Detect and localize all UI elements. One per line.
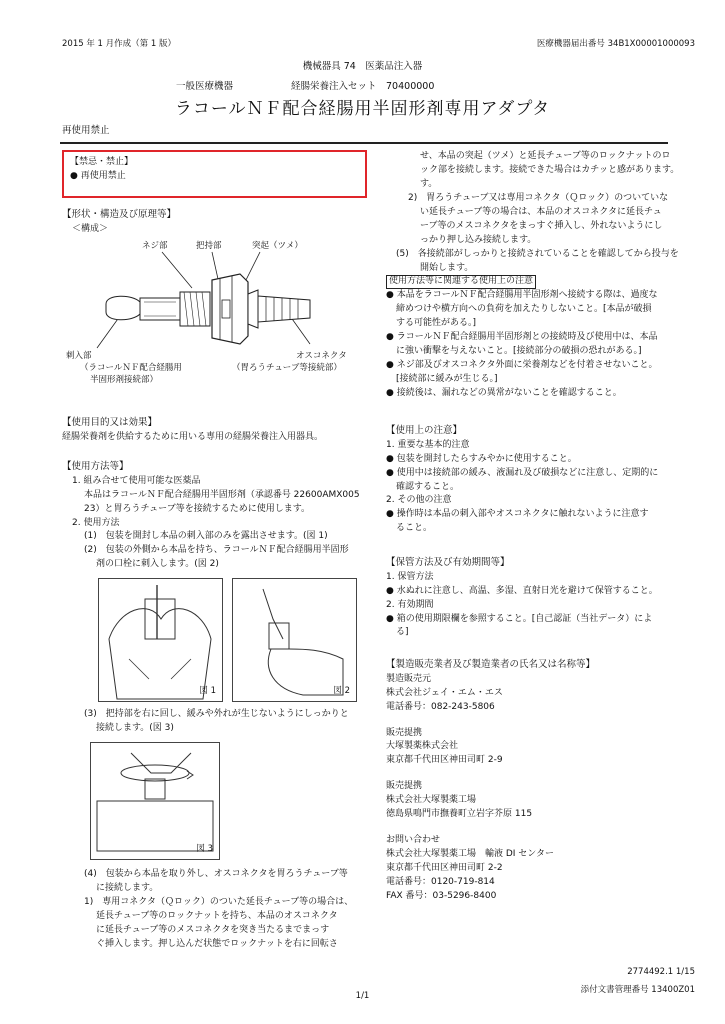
- figure-3-illustration: [91, 743, 219, 859]
- caution-cu2: ● 包装を開封したらすみやかに使用すること。: [386, 453, 577, 464]
- caution-cu5b: ること。: [396, 523, 433, 534]
- device-category: 機械器具 74 医薬品注入器: [302, 61, 423, 72]
- method-l4: 2. 使用方法: [72, 517, 120, 528]
- reuse-prohibited: 再使用禁止: [62, 125, 110, 136]
- figure-2-label: 図 2: [333, 685, 350, 696]
- storage-heading: 【保管方法及び有効期間等】: [386, 557, 510, 568]
- right-r1b: 締めつけや横方向への負荷を加えたりしないこと。[本品が破損: [396, 304, 652, 315]
- storage-st3: 2. 有効期間: [386, 599, 434, 610]
- generic-name: 経腸栄養注入セット 70400000: [291, 81, 435, 92]
- maker-m4: 販売提携: [386, 727, 423, 738]
- right-c4c: ーブ等のメスコネクタをまっすぐ挿入し、外れないようにし: [420, 220, 663, 231]
- figure-1: [98, 578, 223, 702]
- right-c4a: 2) 胃ろうチューブ又は専用コネクタ（Ｑロック）のついていな: [408, 192, 669, 203]
- contraindication-box: [62, 150, 367, 198]
- right-r3b: [接続部に緩みが生じる。]: [396, 374, 498, 384]
- right-c2: ック部を接続します。接続できた場合はカチッと感があります。: [420, 164, 680, 175]
- document-number: 添付文書管理番号 13400Z01: [580, 985, 695, 995]
- device-class: 一般医療機器: [176, 81, 234, 92]
- maker-m3: 電話番号：082-243-5806: [386, 701, 495, 712]
- storage-st1: 1. 保管方法: [386, 571, 434, 582]
- label-piercing-note1: （ラコールＮＦ配合経腸用: [80, 363, 182, 373]
- purpose-heading: 【使用目的又は効果】: [62, 417, 158, 428]
- notification-number: 医療機器届出番号 34B1X00001000093: [536, 39, 695, 49]
- contraindication-heading: 【禁忌・禁止】: [70, 157, 134, 167]
- method-s4-1b: 延長チューブ等のロックナットを持ち、本品のオスコネクタ: [96, 910, 338, 921]
- method-l2: 本品はラコールＮＦ配合経腸用半固形剤（承認番号 22600AMX005: [84, 489, 360, 500]
- caution-section: [386, 424, 686, 536]
- maker-m8: 株式会社大塚製薬工場: [386, 795, 477, 806]
- caution-cu1: 1. 重要な基本的注意: [386, 439, 470, 450]
- method-heading: 【使用方法等】: [62, 461, 129, 472]
- maker-m12: 東京都千代田区神田司町 2-2: [386, 863, 503, 874]
- right-r2b: に強い衝撃を与えないこと。[接続部分の破損の恐れがある。]: [396, 346, 642, 357]
- maker-m14: FAX 番号：03-5296-8400: [386, 890, 497, 901]
- document-code: 2774492.1 1/15: [627, 967, 695, 977]
- method-s2b: 剤の口栓に刺入します。(図 2): [96, 559, 219, 570]
- maker-m6: 東京都千代田区神田司町 2-9: [386, 755, 503, 766]
- method-s4a: (4) 包装から本品を取り外し、オスコネクタを胃ろうチューブ等: [84, 869, 348, 879]
- label-protrusion: 突起（ツメ）: [252, 241, 303, 251]
- figure-1-label: 図 1: [199, 685, 216, 696]
- right-c5a: (5) 各接続部がしっかりと接続されていることを確認してから投与を: [396, 248, 679, 259]
- right-c4d: っかり押し込み接続します。: [420, 234, 537, 245]
- caution-heading: 【使用上の注意】: [386, 425, 463, 436]
- label-piercing: 刺入部: [66, 351, 92, 361]
- right-c1: せ、本品の突起（ツメ）と延長チューブ等のロックナットのロ: [420, 151, 671, 161]
- right-r4: ● 接続後は、漏れなどの異常がないことを確認すること。: [386, 387, 622, 398]
- right-c3: す。: [420, 178, 438, 189]
- creation-date: 2015 年 1 月作成（第 1 版）: [62, 39, 176, 49]
- right-c5b: 開始します。: [420, 262, 474, 273]
- maker-heading: 【製造販売業者及び製造業者の氏名又は名称等】: [386, 659, 596, 670]
- method-s4-1a: 1) 専用コネクタ（Ｑロック）のついた延長チューブ等の場合は、: [84, 896, 354, 907]
- storage-section: [386, 556, 686, 640]
- method-section: [62, 460, 362, 572]
- maker-m11: 株式会社大塚製薬工場 輸液 DI センター: [386, 849, 554, 860]
- figure-1-illustration: [99, 579, 222, 701]
- method-s2a: (2) 包装の外側から本品を持ち、ラコールＮＦ配合経腸用半固形: [84, 545, 349, 556]
- label-male-connector: オスコネクタ: [296, 351, 347, 361]
- method-s4b: に接続します。: [96, 882, 159, 893]
- maker-m9: 徳島県鳴門市撫養町立岩字芥原 115: [386, 809, 533, 820]
- contraindication-item: ● 再使用禁止: [70, 170, 126, 181]
- method-s3b: 接続します。(図 3): [96, 722, 174, 733]
- figure-2-illustration: [233, 579, 356, 701]
- caution-cu5a: ● 操作時は本品の刺入部やオスコネクタに触れないように注意す: [386, 509, 649, 520]
- right-r1c: する可能性がある。]: [396, 318, 477, 329]
- maker-m13: 電話番号：0120-719-814: [386, 876, 495, 887]
- storage-st4a: ● 箱の使用期限欄を参照すること。[自己認証（当社データ）によ: [386, 613, 653, 624]
- label-screw: ネジ部: [142, 241, 168, 251]
- method-s4-1d: ぐ挿入します。押し込んだ状態でロックナットを右に回転さ: [96, 938, 338, 949]
- right-c4b: い延長チューブ等の場合は、本品のオスコネクタに延長チュ: [420, 206, 662, 217]
- maker-m10: お問い合わせ: [386, 835, 441, 846]
- related-caution-label: 使用方法等に関連する使用上の注意: [386, 275, 536, 289]
- shape-heading: 【形状・構造及び原理等】: [62, 209, 177, 220]
- method-step3: [62, 708, 362, 736]
- right-r1a: ● 本品をラコールＮＦ配合経腸用半固形剤へ接続する際は、過度な: [386, 290, 658, 301]
- page-title: ラコールＮＦ配合経腸用半固形剤専用アダプタ: [174, 99, 551, 119]
- maker-section: [386, 658, 686, 904]
- header-divider: [60, 142, 668, 144]
- shape-sub: ＜構成＞: [72, 223, 109, 234]
- label-grip: 把持部: [196, 241, 222, 251]
- purpose-text: 経腸栄養剤を供給するために用いる専用の経腸栄養注入用器具。: [62, 431, 324, 442]
- caution-cu3a: ● 使用中は接続部の緩み、液漏れ及び破損などに注意し、定期的に: [386, 467, 659, 478]
- maker-m1: 製造販売元: [386, 673, 432, 684]
- method-step4: [62, 868, 367, 952]
- maker-m7: 販売提携: [386, 781, 423, 792]
- page-number: 1/1: [355, 991, 370, 1001]
- right-column: [386, 150, 686, 401]
- shape-section: [62, 208, 362, 237]
- figure-3-label: 図 3: [196, 843, 213, 854]
- maker-m2: 株式会社ジェイ・エム・エス: [386, 687, 503, 698]
- method-l3: 23）と胃ろうチューブ等を接続するために使用します。: [84, 503, 311, 514]
- caution-cu3b: 確認すること。: [396, 481, 460, 492]
- device-class-line: [176, 80, 434, 95]
- storage-st2: ● 水ぬれに注意し、高温、多湿、直射日光を避けて保管すること。: [386, 585, 658, 596]
- method-s1: (1) 包装を開封し本品の刺入部のみを露出させます。(図 1): [84, 531, 328, 542]
- caution-cu4: 2. その他の注意: [386, 495, 452, 506]
- label-male-note: （胃ろうチューブ等接続部）: [232, 363, 342, 373]
- figure-2: [232, 578, 357, 702]
- label-piercing-note2: 半固形剤接続部）: [90, 375, 159, 385]
- method-s3a: (3) 把持部を右に回し、緩みや外れが生じないようにしっかりと: [84, 709, 349, 719]
- right-r3a: ● ネジ部及びオスコネクタ外面に栄養剤などを付着させないこと。: [386, 360, 658, 371]
- method-l1: 1. 組み合せて使用可能な医薬品: [72, 475, 201, 486]
- figure-3: [90, 742, 220, 860]
- purpose-section: [62, 416, 362, 445]
- storage-st4b: る]: [396, 627, 409, 638]
- right-r2a: ● ラコールＮＦ配合経腸用半固形剤との接続時及び使用中は、本品: [386, 332, 658, 343]
- maker-m5: 大塚製薬株式会社: [386, 741, 459, 752]
- method-s4-1c: に延長チューブ等のメスコネクタを突き当たるまでまっす: [96, 924, 330, 935]
